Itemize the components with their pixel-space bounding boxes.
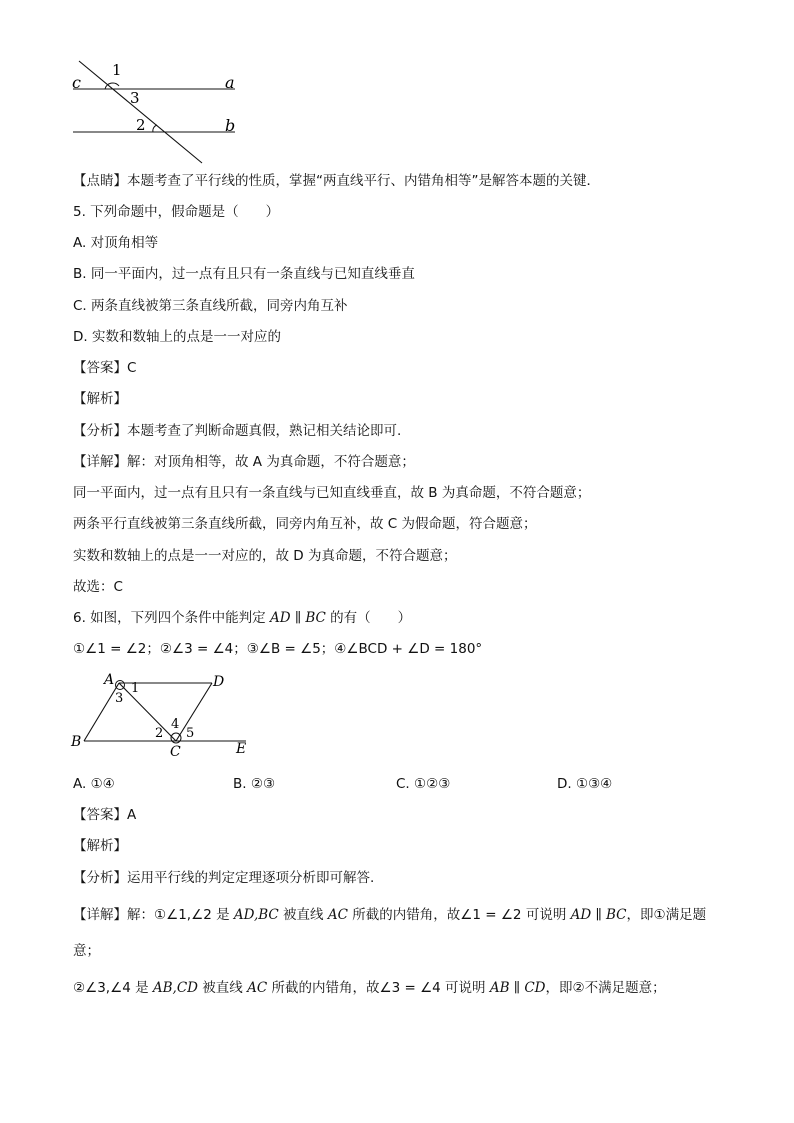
q6-stem-pre: 6. 如图，下列四个条件中能判定 bbox=[73, 610, 270, 626]
q5-fenxi: 【分析】本题考查了判断命题真假，熟记相关结论即可. bbox=[73, 423, 402, 439]
label-b: b bbox=[225, 116, 236, 135]
q6-fenxi: 【分析】运用平行线的判定定理逐项分析即可解答. bbox=[73, 870, 375, 886]
q5-detail-2: 同一平面内，过一点有且只有一条直线与已知直线垂直，故 B 为真命题，不符合题意； bbox=[73, 485, 591, 501]
q5-option-a: A. 对顶角相等 bbox=[73, 235, 159, 251]
q6-conditions: ①∠1 = ∠2；②∠3 = ∠4；③∠B = ∠5；④∠BCD + ∠D = 180° bbox=[73, 641, 483, 657]
q6-detail2-a: ②∠3,∠4 是 bbox=[73, 980, 153, 996]
q6-detail1-a: 【详解】解：①∠1,∠2 是 bbox=[73, 907, 234, 923]
q6-detail2-d: ，即②不满足题意； bbox=[545, 980, 666, 996]
label-angle-2: 2 bbox=[136, 116, 146, 134]
q5-option-c: C. 两条直线被第三条直线所截，同旁内角互补 bbox=[73, 298, 348, 314]
label-vertex-a: A bbox=[104, 672, 115, 688]
q6-detail-1-cont: 意； bbox=[73, 943, 100, 959]
line-c bbox=[79, 61, 202, 163]
q5-answer: 【答案】C bbox=[73, 360, 137, 376]
label-vertex-b: B bbox=[71, 734, 82, 750]
q6-detail2-m2: AC bbox=[247, 980, 268, 996]
label-angle-3: 3 bbox=[130, 89, 140, 107]
label-angle-3: 3 bbox=[115, 691, 124, 706]
quadrilateral-figure bbox=[66, 668, 256, 760]
q6-detail-2 bbox=[73, 979, 666, 997]
q5-detail-3: 两条平行直线被第三条直线所截，同旁内角互补，故 C 为假命题，符合题意； bbox=[73, 516, 537, 532]
label-angle-1: 1 bbox=[131, 681, 140, 696]
q6-detail1-m2: AC bbox=[327, 907, 348, 923]
q6-detail-1 bbox=[73, 906, 706, 924]
q5-jiexi: 【解析】 bbox=[73, 391, 127, 407]
q5-detail-5: 故选：C bbox=[73, 579, 123, 595]
q5-detail-1: 【详解】解：对顶角相等，故 A 为真命题，不符合题意； bbox=[73, 454, 415, 470]
segment-ab bbox=[84, 683, 119, 741]
label-angle-4: 4 bbox=[171, 717, 180, 732]
label-vertex-d: D bbox=[213, 674, 225, 690]
q6-detail2-b: 被直线 bbox=[198, 980, 248, 996]
q5-stem: 5. 下列命题中，假命题是（ ） bbox=[73, 204, 280, 220]
q6-stem bbox=[73, 609, 411, 627]
label-angle-2: 2 bbox=[155, 726, 164, 741]
q5-option-b: B. 同一平面内，过一点有且只有一条直线与已知直线垂直 bbox=[73, 266, 415, 282]
q6-jiexi: 【解析】 bbox=[73, 838, 127, 854]
q6-detail1-c: 所截的内错角，故∠1 = ∠2 可说明 bbox=[347, 907, 571, 923]
q6-option-c: C. ①②③ bbox=[396, 776, 451, 792]
label-c: c bbox=[72, 73, 81, 92]
q5-detail-4: 实数和数轴上的点是一一对应的，故 D 为真命题，不符合题意； bbox=[73, 548, 457, 564]
q6-detail1-m1: AD,BC bbox=[233, 907, 279, 923]
segment-ac bbox=[119, 683, 176, 741]
q6-detail2-c: 所截的内错角，故∠3 = ∠4 可说明 bbox=[267, 980, 490, 996]
label-angle-1: 1 bbox=[112, 61, 122, 79]
q5-option-d: D. 实数和数轴上的点是一一对应的 bbox=[73, 329, 281, 345]
angle-marks-a bbox=[116, 681, 125, 690]
q6-detail1-d: ，即①满足题 bbox=[626, 907, 707, 923]
q6-detail2-m1: AB,CD bbox=[152, 980, 198, 996]
q6-detail2-m3: AB ∥ CD bbox=[489, 980, 546, 996]
parallel-lines-figure bbox=[65, 58, 255, 168]
label-angle-5: 5 bbox=[186, 726, 195, 741]
q6-detail1-b: 被直线 bbox=[278, 907, 328, 923]
q6-stem-math: AD ∥ BC bbox=[269, 610, 326, 626]
dianjing-note: 【点睛】本题考查了平行线的性质，掌握“两直线平行、内错角相等”是解答本题的关键． bbox=[73, 173, 600, 189]
label-vertex-c: C bbox=[170, 744, 181, 760]
q6-option-a: A. ①④ bbox=[73, 776, 115, 792]
q6-answer: 【答案】A bbox=[73, 807, 137, 823]
q6-option-d: D. ①③④ bbox=[557, 776, 613, 792]
label-a: a bbox=[225, 73, 235, 92]
q6-option-b: B. ②③ bbox=[233, 776, 276, 792]
angle-2-arc bbox=[153, 125, 157, 132]
q6-detail1-m3: AD ∥ BC bbox=[570, 907, 627, 923]
q6-stem-post: 的有（ ） bbox=[325, 610, 412, 626]
label-vertex-e: E bbox=[236, 741, 247, 757]
